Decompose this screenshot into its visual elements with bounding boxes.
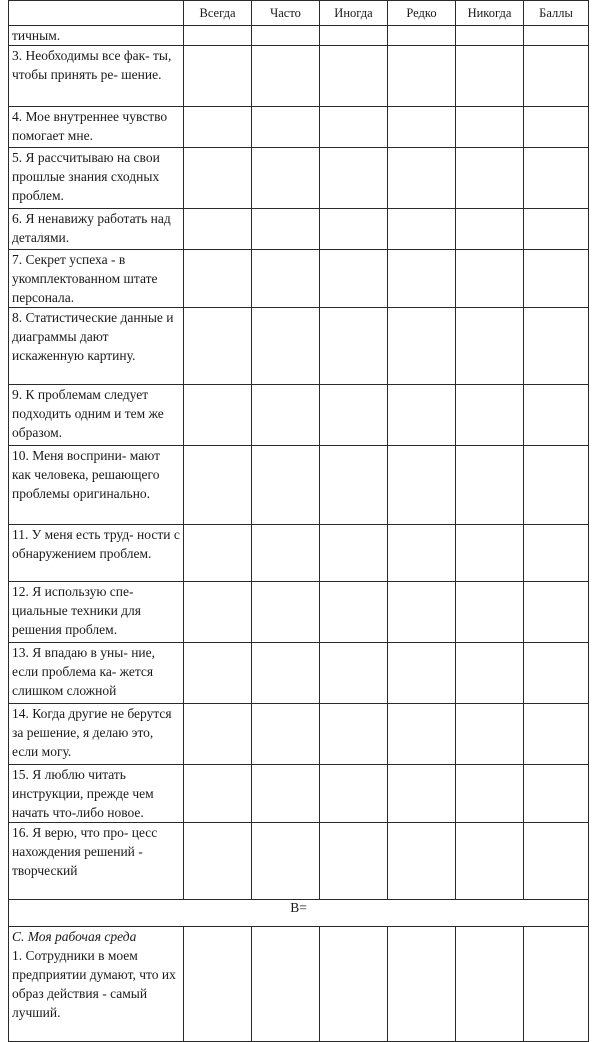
score-cell[interactable] (524, 446, 589, 525)
question-text: 9. К проблемам следует подходить одним и тем же образом. (9, 385, 184, 446)
question-text: 10. Меня восприни- мают как человека, решающего проблемы оригинально. (9, 446, 184, 525)
answer-cell[interactable] (252, 765, 320, 823)
answer-cell[interactable] (456, 385, 524, 446)
answer-cell[interactable] (252, 209, 320, 250)
answer-cell[interactable] (320, 46, 388, 107)
answer-cell[interactable] (252, 643, 320, 704)
answer-cell[interactable] (184, 643, 252, 704)
answer-cell[interactable] (184, 765, 252, 823)
total-label: B= (9, 900, 589, 927)
question-text: 12. Я использую спе- циальные техники для решения проблем. (9, 582, 184, 643)
score-cell[interactable] (524, 107, 589, 148)
answer-cell[interactable] (184, 446, 252, 525)
answer-cell[interactable] (456, 308, 524, 385)
header-question (9, 1, 184, 26)
question-row (9, 446, 589, 525)
question-text: 13. Я впадаю в уны- ние, если проблема ка- жется слишком сложной (9, 643, 184, 704)
answer-cell[interactable] (320, 582, 388, 643)
answer-cell[interactable] (388, 582, 456, 643)
answer-cell[interactable] (252, 250, 320, 308)
answer-cell[interactable] (184, 704, 252, 765)
answer-cell[interactable] (320, 765, 388, 823)
answer-cell[interactable] (388, 704, 456, 765)
answer-cell[interactable] (320, 643, 388, 704)
answer-cell[interactable] (184, 46, 252, 107)
question-row (9, 26, 589, 46)
question-row (9, 525, 589, 582)
answer-cell[interactable] (320, 446, 388, 525)
question-row (9, 209, 589, 250)
question-row (9, 107, 589, 148)
question-text: 7. Секрет успеха - в укомплектованном штате персонала. (9, 250, 184, 308)
answer-cell[interactable] (388, 148, 456, 209)
score-cell[interactable] (524, 385, 589, 446)
question-row (9, 250, 589, 308)
question-text: 4. Мое внутреннее чувство помогает мне. (9, 107, 184, 148)
answer-cell[interactable] (456, 525, 524, 582)
answer-cell[interactable] (388, 26, 456, 46)
score-cell[interactable] (524, 582, 589, 643)
score-cell[interactable] (524, 704, 589, 765)
header-never: Никогда (456, 1, 524, 26)
answer-cell[interactable] (388, 927, 456, 1042)
question-text: 8. Статистические данные и диаграммы дают искаженную картину. (9, 308, 184, 385)
answer-cell[interactable] (320, 823, 388, 900)
answer-cell[interactable] (252, 525, 320, 582)
answer-cell[interactable] (388, 446, 456, 525)
section-c-cell (9, 927, 184, 1042)
answer-cell[interactable] (388, 385, 456, 446)
question-row (9, 582, 589, 643)
question-text: 15. Я люблю читать инструкции, прежде чем начать что-либо новое. (9, 765, 184, 823)
answer-cell[interactable] (388, 250, 456, 308)
score-cell[interactable] (524, 823, 589, 900)
answer-cell[interactable] (388, 765, 456, 823)
answer-cell[interactable] (388, 823, 456, 900)
score-cell[interactable] (524, 525, 589, 582)
answer-cell[interactable] (184, 148, 252, 209)
answer-cell[interactable] (184, 525, 252, 582)
answer-cell[interactable] (456, 823, 524, 900)
answer-cell[interactable] (252, 446, 320, 525)
answer-cell[interactable] (184, 385, 252, 446)
question-text: 14. Когда другие не берутся за решение, я делаю это, если могу. (9, 704, 184, 765)
answer-cell[interactable] (184, 582, 252, 643)
score-cell[interactable] (524, 765, 589, 823)
score-cell[interactable] (524, 250, 589, 308)
answer-cell[interactable] (320, 308, 388, 385)
answer-cell[interactable] (184, 927, 252, 1042)
answer-cell[interactable] (456, 107, 524, 148)
question-row (9, 385, 589, 446)
answer-cell[interactable] (184, 250, 252, 308)
answer-cell[interactable] (320, 209, 388, 250)
header-sometimes: Иногда (320, 1, 388, 26)
answer-cell[interactable] (456, 26, 524, 46)
answer-cell[interactable] (320, 927, 388, 1042)
answer-cell[interactable] (456, 209, 524, 250)
header-often: Часто (252, 1, 320, 26)
answer-cell[interactable] (456, 643, 524, 704)
question-text: 3. Необходимы все фак- ты, чтобы принять ре- шение. (9, 46, 184, 107)
answer-cell[interactable] (252, 704, 320, 765)
answer-cell[interactable] (184, 209, 252, 250)
answer-cell[interactable] (388, 209, 456, 250)
score-cell[interactable] (524, 308, 589, 385)
answer-cell[interactable] (456, 446, 524, 525)
score-cell[interactable] (524, 927, 589, 1042)
question-text: 6. Я ненавижу работать над деталями. (9, 209, 184, 250)
answer-cell[interactable] (184, 26, 252, 46)
total-row (9, 900, 589, 927)
questionnaire-table (8, 0, 589, 1042)
answer-cell[interactable] (320, 148, 388, 209)
answer-cell[interactable] (388, 107, 456, 148)
question-row (9, 765, 589, 823)
answer-cell[interactable] (388, 643, 456, 704)
answer-cell[interactable] (252, 107, 320, 148)
answer-cell[interactable] (252, 582, 320, 643)
header-rarely: Редко (388, 1, 456, 26)
question-text: 11. У меня есть труд- ности с обнаружением проблем. (9, 525, 184, 582)
score-cell[interactable] (524, 148, 589, 209)
answer-cell[interactable] (456, 927, 524, 1042)
question-text: 16. Я верю, что про- цесс нахождения решений - творческий (9, 823, 184, 900)
answer-cell[interactable] (388, 525, 456, 582)
answer-cell[interactable] (320, 525, 388, 582)
answer-cell[interactable] (252, 823, 320, 900)
answer-cell[interactable] (320, 385, 388, 446)
answer-cell[interactable] (184, 823, 252, 900)
answer-cell[interactable] (388, 308, 456, 385)
section-c-title: С. Моя рабочая среда (12, 929, 137, 944)
answer-cell[interactable] (320, 250, 388, 308)
score-cell[interactable] (524, 209, 589, 250)
answer-cell[interactable] (252, 308, 320, 385)
answer-cell[interactable] (456, 46, 524, 107)
answer-cell[interactable] (320, 107, 388, 148)
answer-cell[interactable] (252, 927, 320, 1042)
score-cell[interactable] (524, 26, 589, 46)
question-text: 5. Я рассчитываю на свои прошлые знания сходных проблем. (9, 148, 184, 209)
answer-cell[interactable] (456, 582, 524, 643)
answer-cell[interactable] (252, 385, 320, 446)
questionnaire-page (8, 0, 588, 1042)
answer-cell[interactable] (320, 26, 388, 46)
answer-cell[interactable] (184, 107, 252, 148)
question-row (9, 148, 589, 209)
answer-cell[interactable] (252, 26, 320, 46)
score-cell[interactable] (524, 643, 589, 704)
header-score: Баллы (524, 1, 589, 26)
header-row (9, 1, 589, 26)
section-c-row (9, 927, 589, 1042)
score-cell[interactable] (524, 46, 589, 107)
question-row (9, 46, 589, 107)
header-always: Всегда (184, 1, 252, 26)
answer-cell[interactable] (184, 308, 252, 385)
answer-cell[interactable] (388, 46, 456, 107)
question-text: тичным. (9, 26, 184, 46)
answer-cell[interactable] (252, 46, 320, 107)
question-row (9, 643, 589, 704)
section-c-item-1: 1. Сотрудники в моем предприятии думают, что их образ действия - самый лучший. (12, 948, 176, 1020)
question-row (9, 704, 589, 765)
answer-cell[interactable] (456, 765, 524, 823)
answer-cell[interactable] (456, 250, 524, 308)
answer-cell[interactable] (456, 148, 524, 209)
question-row (9, 823, 589, 900)
answer-cell[interactable] (320, 704, 388, 765)
question-row (9, 308, 589, 385)
answer-cell[interactable] (456, 704, 524, 765)
answer-cell[interactable] (252, 148, 320, 209)
